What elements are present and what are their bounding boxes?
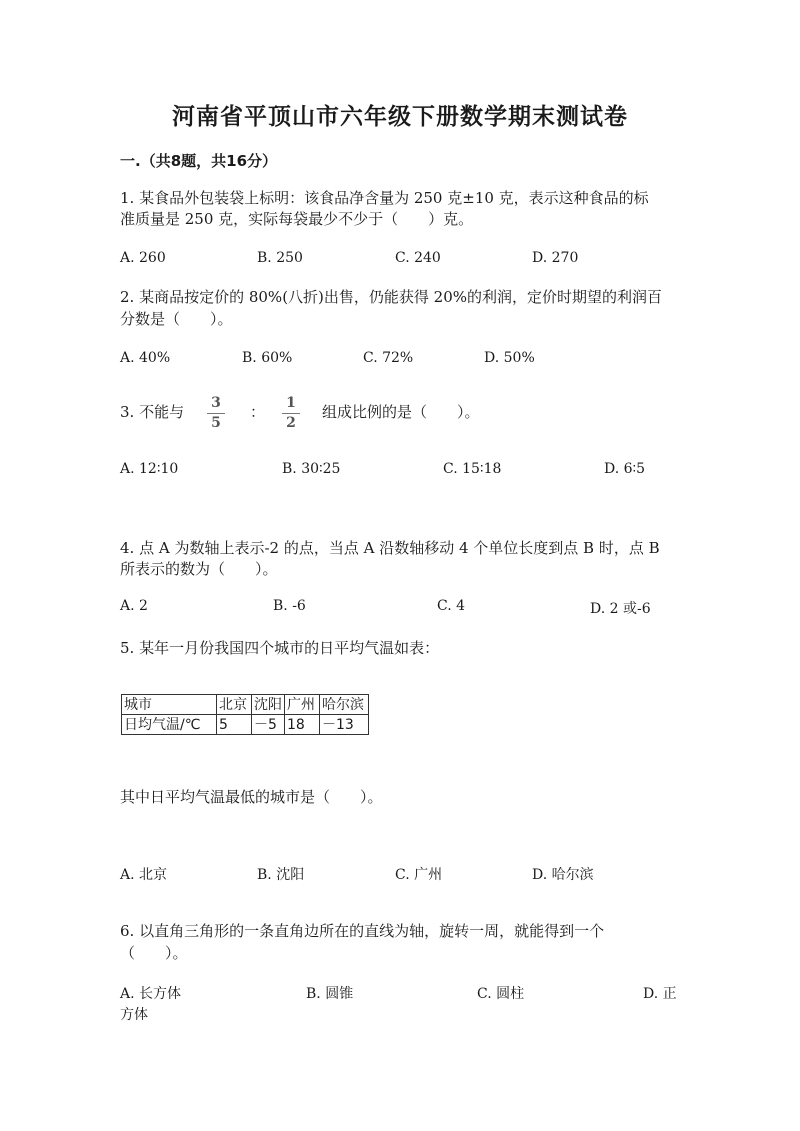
question-2-option-a: A. 40% [120, 350, 171, 366]
table-cell: 18 [285, 715, 320, 735]
question-2-line-2: 分数是（ ）。 [120, 310, 233, 328]
question-6-line-2: （ ）。 [120, 944, 188, 962]
question-5-option-c: C. 广州 [395, 867, 443, 883]
question-6-option-c: C. 圆柱 [477, 986, 525, 1002]
question-5-option-b: B. 沈阳 [257, 867, 305, 883]
question-4-option-b: B. -6 [273, 598, 306, 614]
table-row [122, 715, 369, 735]
table-cell: 日均气温/℃ [122, 715, 217, 735]
question-1-option-d: D. 270 [532, 250, 579, 266]
question-1-option-c: C. 240 [395, 250, 441, 266]
table-cell: 广州 [285, 695, 320, 715]
question-6-option-a: A. 长方体 [120, 986, 182, 1002]
fraction-denominator: 5 [211, 415, 221, 431]
table-cell: 哈尔滨 [320, 695, 369, 715]
question-1-line-2: 准质量是 250 克，实际每袋最少不少于（ ）克。 [120, 210, 474, 228]
question-2-option-c: C. 72% [363, 350, 414, 366]
ratio-colon: ： [250, 403, 266, 421]
question-3-prefix: 3. 不能与 [120, 403, 185, 421]
question-1-option-b: B. 250 [257, 250, 303, 266]
question-5-follow-up: 其中日平均气温最低的城市是（ ）。 [120, 788, 383, 806]
table-cell: 5 [217, 715, 252, 735]
question-5-option-a: A. 北京 [120, 867, 168, 883]
question-3-suffix: 组成比例的是（ ）。 [322, 403, 480, 421]
fraction-denominator: 2 [286, 415, 296, 431]
question-1-line-1: 1. 某食品外包装袋上标明：该食品净含量为 250 克±10 克，表示这种食品的标 [120, 189, 649, 207]
table-cell: 城市 [122, 695, 217, 715]
question-3-option-c: C. 15∶18 [443, 461, 502, 477]
question-4-option-a: A. 2 [120, 598, 148, 614]
table-cell: －5 [252, 715, 285, 735]
fraction-numerator: 1 [282, 395, 300, 414]
question-1-option-a: A. 260 [120, 250, 166, 266]
question-6-option-b: B. 圆锥 [306, 986, 354, 1002]
table-cell: 北京 [217, 695, 252, 715]
question-6-option-d: D. 正 [643, 986, 677, 1002]
question-6-line-1: 6. 以直角三角形的一条直角边所在的直线为轴，旋转一周，就能得到一个 [120, 922, 605, 940]
section-heading: 一.（共8题，共16分） [120, 152, 278, 170]
question-4-option-d: D. 2 或-6 [590, 601, 651, 617]
fraction-one-half [282, 395, 300, 432]
question-3-option-d: D. 6∶5 [604, 461, 646, 477]
question-3-option-a: A. 12∶10 [120, 461, 179, 477]
temperature-table [121, 694, 369, 735]
table-cell: －13 [320, 715, 369, 735]
table-header-row [122, 695, 369, 715]
question-4-line-2: 所表示的数为（ ）。 [120, 560, 278, 578]
question-6-option-d-wrap: 方体 [120, 1007, 148, 1023]
question-2-line-1: 2. 某商品按定价的 80%(八折)出售，仍能获得 20%的利润，定价时期望的利润百 [120, 288, 663, 306]
fraction-three-fifths [207, 395, 225, 432]
question-4-line-1: 4. 点 A 为数轴上表示-2 的点，当点 A 沿数轴移动 4 个单位长度到点 B 时，点 B [120, 539, 660, 557]
question-5-line-1: 5. 某年一月份我国四个城市的日平均气温如表： [120, 639, 440, 657]
fraction-numerator: 3 [207, 395, 225, 414]
question-3-option-b: B. 30∶25 [282, 461, 341, 477]
question-2-option-d: D. 50% [484, 350, 535, 366]
question-4-option-c: C. 4 [437, 598, 466, 614]
table-cell: 沈阳 [252, 695, 285, 715]
page-title: 河南省平顶山市六年级下册数学期末测试卷 [172, 104, 628, 130]
question-2-option-b: B. 60% [242, 350, 293, 366]
question-5-option-d: D. 哈尔滨 [532, 867, 594, 883]
